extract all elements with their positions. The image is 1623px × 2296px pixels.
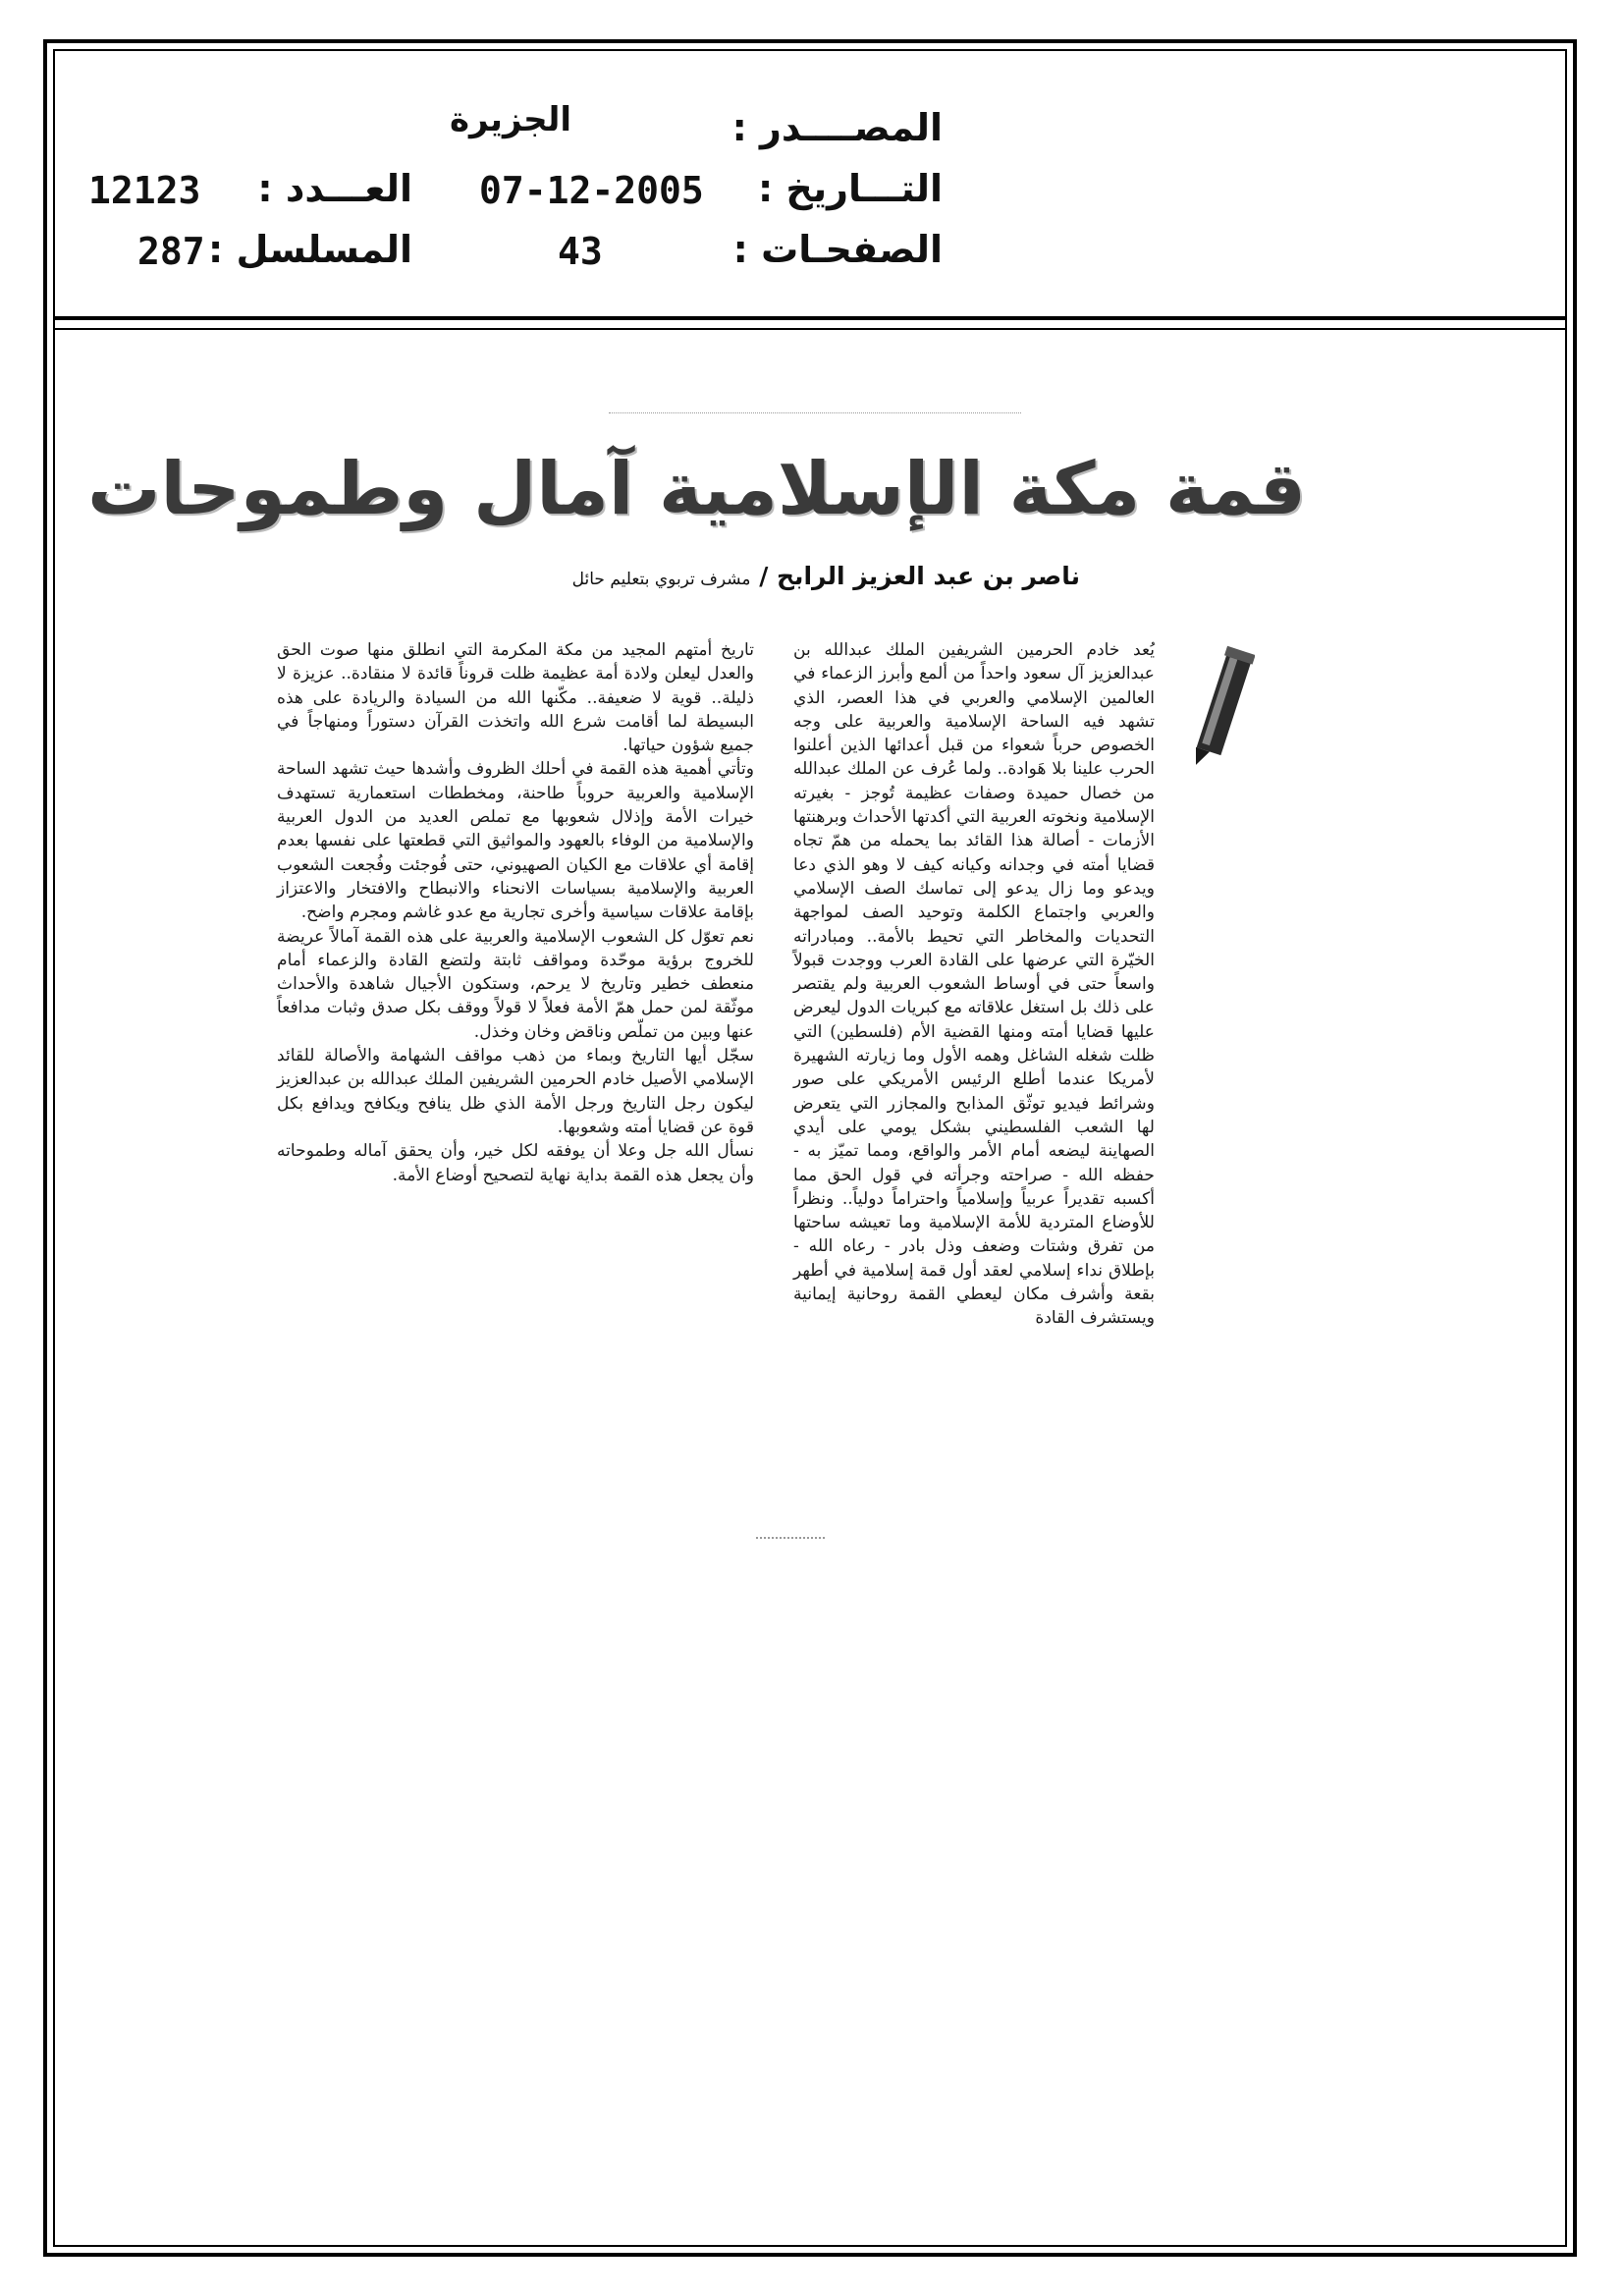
- paragraph: سجّل أيها التاريخ وبماء من ذهب مواقف الشهامة والأصالة للقائد الإسلامي الأصيل خادم الحرمين الشريفين الملك عبدالله بن عبدالعزيز ليكون رجل التاريخ ورجل الأمة الذي ظل ينافح ويكافح ويدافع بكل قوة عن قضايا أمته وشعوبها.: [277, 1046, 754, 1137]
- end-rule: [756, 1537, 825, 1539]
- author-role: مشرف تربوي بتعليم حائل: [571, 570, 751, 589]
- pen-icon: [1196, 644, 1255, 792]
- source-value: الجزيرة: [449, 100, 572, 139]
- header-divider: [53, 316, 1567, 320]
- title-rule: [609, 412, 1021, 413]
- article-title: قمة مكة الإسلامية آمال وطموحات: [87, 447, 1306, 531]
- paragraph: نعم تعوّل كل الشعوب الإسلامية والعربية على هذه القمة آمالاً عريضة للخروج برؤية موحّدة ومواقف ثابتة ولتضع القادة والزعماء أمام منعطف خطير وتاريخ لا يرحم، وستكون الأجيال شاهدة والأحداث موثّقة لمن حمل همّ الأمة فعلاً لا قولاً ووقف بكل صدق وثبات مدافعاً عنها وبين من تملّص وناقض وخان وخذل.: [277, 926, 754, 1042]
- paragraph: تاريخ أمتهم المجيد من مكة المكرمة التي انطلق منها صوت الحق والعدل ليعلن ولادة أمة عظيمة ظلت قروناً قائدة لا منقادة.. عزيزة لا ذليلة.. قوية لا ضعيفة.. مكّنها الله من السيادة والريادة على هذه البسيطة لما أقامت شرع الله واتخذت القرآن دستوراً ومنهاجاً في جميع شؤون حياتها.: [277, 640, 754, 756]
- article-column-right: [793, 638, 1155, 1331]
- serial-label: المسلسل :: [208, 228, 412, 271]
- author-name: ناصر بن عبد العزيز الرابح /: [759, 562, 1080, 590]
- issue-value: 12123: [88, 169, 201, 212]
- article-column-left: [277, 638, 754, 1187]
- header-divider-thin: [53, 328, 1567, 330]
- paragraph: نسأل الله جل وعلا أن يوفقه لكل خير، وأن يحقق آماله وطموحاته وأن يجعل هذه القمة بداية نهاية لتصحيح أوضاع الأمة.: [277, 1141, 754, 1185]
- paragraph: يُعد خادم الحرمين الشريفين الملك عبدالله بن عبدالعزيز آل سعود واحداً من ألمع وأبرز الزعماء في العالمين الإسلامي والعربي في هذا العصر، الذي تشهد فيه الساحة الإسلامية والعربية على وجه الخصوص حرباً شعواء من قبل أعدائها الذين أعلنوا الحرب علينا بلا هَوادة.. ولما عُرف عن الملك عبدالله من خصال حميدة وصفات عظيمة تُوجز - بغيرته الإسلامية ونخوته العربية التي أكدتها الأحداث وبرهنتها الأزمات - أصالة هذا القائد بما يحمله من همّ تجاه قضايا أمته في وجدانه وكيانه كيف لا وهو الذي دعا ويدعو وما زال يدعو إلى تماسك الصف الإسلامي والعربي واجتماع الكلمة وتوحيد الصف لمواجهة التحديات والمخاطر التي تحيط بالأمة.. ومبادراته الخيّرة التي عرضها على القادة العرب ووجدت قبولاً واسعاً حتى في أوساط الشعوب العربية ولم يقتصر على ذلك بل استغل علاقاته مع كبريات الدول ليعرض عليها قضايا أمته ومنها القضية الأم (فلسطين) التي ظلت شغله الشاغل وهمه الأول وما زيارته الشهيرة لأمريكا عندما أطلع الرئيس الأمريكي على صور وشرائط فيديو توثّق المذابح والمجازر التي يتعرض لها الشعب الفلسطيني بشكل يومي على أيدي الصهاينة ليضعه أمام الأمر والواقع، ومما تميّز به - حفظه الله - صراحته وجرأته في قول الحق مما أكسبه تقديراً عربياً وإسلامياً واحتراماً دولياً.. ونظراً للأوضاع المتردية للأمة الإسلامية وما تعيشه ساحتها من تفرق وشتات وضعف وذل بادر - رعاه الله - بإطلاق نداء إسلامي لعقد أول قمة إسلامية في أطهر بقعة وأشرف مكان ليعطي القمة روحانية إيمانية ويستشرف القادة: [793, 640, 1155, 1329]
- pages-label: الصفحـات :: [732, 228, 943, 271]
- issue-label: العـــدد :: [257, 167, 412, 210]
- source-label: المصــــدر :: [731, 106, 943, 149]
- serial-value: 287: [137, 230, 205, 273]
- paragraph: وتأتي أهمية هذه القمة في أحلك الظروف وأشدها حيث تشهد الساحة الإسلامية والعربية حروباً طاحنة، ومخططات استعمارية تستهدف خيرات الأمة وإذلال شعوبها مع تملص العديد من الدول العربية والإسلامية من الوفاء بالعهود والمواثيق التي قطعتها على نفسها بعدم إقامة أي علاقات مع الكيان الصهيوني، حتى فُوجئت وفُجعت الشعوب العربية والإسلامية بسياسات الانحناء والانبطاح والافتخار والاعتزاز بإقامة علاقات سياسية وأخرى تجارية مع عدو غاشم ومجرم واضح.: [277, 759, 754, 923]
- pages-value: 43: [558, 230, 603, 273]
- article-byline: [491, 562, 1080, 590]
- date-label: التـــاريخ :: [758, 167, 943, 210]
- date-value: 07-12-2005: [479, 169, 704, 212]
